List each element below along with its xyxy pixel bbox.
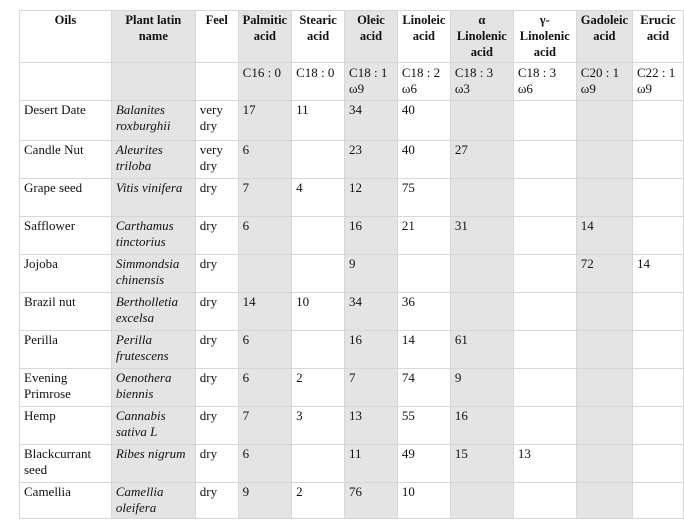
table-row (20, 369, 684, 407)
value-cell (513, 101, 576, 141)
column-header: Feel (195, 11, 238, 63)
value-cell: 21 (397, 217, 450, 255)
value-cell (513, 141, 576, 179)
table-row (20, 179, 684, 217)
value-cell (633, 445, 684, 483)
value-cell (576, 293, 632, 331)
value-cell (292, 255, 345, 293)
value-cell: 75 (397, 179, 450, 217)
value-cell: 74 (397, 369, 450, 407)
value-cell: 6 (238, 141, 291, 179)
value-cell (633, 407, 684, 445)
value-cell: 14 (238, 293, 291, 331)
column-header: Stearic acid (292, 11, 345, 63)
value-cell (513, 331, 576, 369)
column-subheader: C18 : 3 ω6 (513, 63, 576, 101)
oil-name-cell: Brazil nut (20, 293, 112, 331)
feel-cell: dry (195, 293, 238, 331)
table-row (20, 255, 684, 293)
value-cell: 6 (238, 445, 291, 483)
value-cell (576, 407, 632, 445)
feel-cell: dry (195, 407, 238, 445)
oil-name-cell: Desert Date (20, 101, 112, 141)
oil-name-cell: Perilla (20, 331, 112, 369)
value-cell: 34 (345, 293, 398, 331)
plant-name-cell: Oenothera biennis (111, 369, 195, 407)
column-header: Gadoleic acid (576, 11, 632, 63)
plant-name-cell: Simmondsia chinensis (111, 255, 195, 293)
oil-name-cell: Evening Primrose (20, 369, 112, 407)
value-cell (513, 179, 576, 217)
column-subheader: C22 : 1 ω9 (633, 63, 684, 101)
value-cell: 6 (238, 369, 291, 407)
value-cell: 4 (292, 179, 345, 217)
value-cell (292, 331, 345, 369)
plant-name-cell: Cannabis sativa L (111, 407, 195, 445)
column-header: Oleic acid (345, 11, 398, 63)
value-cell: 27 (450, 141, 513, 179)
feel-cell: dry (195, 217, 238, 255)
subheader-row (20, 63, 684, 101)
oil-name-cell: Blackcurrant seed (20, 445, 112, 483)
header-row (20, 11, 684, 63)
value-cell: 72 (576, 255, 632, 293)
column-header: γ-Linolenic acid (513, 11, 576, 63)
plant-name-cell: Vitis vinifera (111, 179, 195, 217)
value-cell: 14 (576, 217, 632, 255)
table-row (20, 445, 684, 483)
value-cell (576, 369, 632, 407)
column-subheader: C20 : 1 ω9 (576, 63, 632, 101)
value-cell (450, 293, 513, 331)
value-cell: 76 (345, 483, 398, 519)
value-cell (513, 255, 576, 293)
value-cell: 3 (292, 407, 345, 445)
table-row (20, 101, 684, 141)
feel-cell: very dry (195, 141, 238, 179)
oil-name-cell: Candle Nut (20, 141, 112, 179)
column-subheader: C18 : 0 (292, 63, 345, 101)
value-cell: 36 (397, 293, 450, 331)
value-cell (450, 483, 513, 519)
oil-name-cell: Safflower (20, 217, 112, 255)
table-row (20, 483, 684, 519)
column-subheader: C18 : 2 ω6 (397, 63, 450, 101)
value-cell: 61 (450, 331, 513, 369)
plant-name-cell: Aleurites triloba (111, 141, 195, 179)
value-cell: 10 (292, 293, 345, 331)
plant-name-cell: Balanites roxburghii (111, 101, 195, 141)
value-cell (292, 445, 345, 483)
value-cell: 6 (238, 331, 291, 369)
value-cell (513, 483, 576, 519)
value-cell (513, 217, 576, 255)
column-subheader: C18 : 3 ω3 (450, 63, 513, 101)
value-cell: 55 (397, 407, 450, 445)
oil-name-cell: Jojoba (20, 255, 112, 293)
column-header: Erucic acid (633, 11, 684, 63)
value-cell (450, 255, 513, 293)
feel-cell: dry (195, 255, 238, 293)
column-header: α Linolenic acid (450, 11, 513, 63)
column-subheader (111, 63, 195, 101)
feel-cell: dry (195, 483, 238, 519)
table-row (20, 141, 684, 179)
value-cell: 16 (345, 217, 398, 255)
column-header: Palmitic acid (238, 11, 291, 63)
value-cell (576, 483, 632, 519)
value-cell: 15 (450, 445, 513, 483)
column-subheader: C16 : 0 (238, 63, 291, 101)
value-cell (292, 217, 345, 255)
value-cell (513, 407, 576, 445)
value-cell (513, 293, 576, 331)
column-header: Linoleic acid (397, 11, 450, 63)
value-cell: 13 (345, 407, 398, 445)
value-cell: 2 (292, 369, 345, 407)
value-cell (450, 101, 513, 141)
plant-name-cell: Ribes nigrum (111, 445, 195, 483)
oil-name-cell: Grape seed (20, 179, 112, 217)
feel-cell: dry (195, 331, 238, 369)
value-cell: 7 (238, 407, 291, 445)
value-cell: 14 (397, 331, 450, 369)
value-cell: 23 (345, 141, 398, 179)
value-cell (397, 255, 450, 293)
table-row (20, 331, 684, 369)
feel-cell: dry (195, 369, 238, 407)
value-cell (292, 141, 345, 179)
plant-name-cell: Camellia oleifera (111, 483, 195, 519)
value-cell (576, 141, 632, 179)
value-cell: 16 (450, 407, 513, 445)
fatty-acid-table (19, 10, 684, 519)
value-cell: 7 (238, 179, 291, 217)
feel-cell: very dry (195, 101, 238, 141)
value-cell: 6 (238, 217, 291, 255)
value-cell (513, 369, 576, 407)
value-cell (576, 101, 632, 141)
column-subheader (195, 63, 238, 101)
value-cell (450, 179, 513, 217)
table-row (20, 407, 684, 445)
value-cell: 14 (633, 255, 684, 293)
value-cell: 9 (450, 369, 513, 407)
table-row (20, 293, 684, 331)
value-cell: 2 (292, 483, 345, 519)
value-cell (238, 255, 291, 293)
value-cell: 13 (513, 445, 576, 483)
plant-name-cell: Perilla frutescens (111, 331, 195, 369)
oil-name-cell: Camellia (20, 483, 112, 519)
value-cell: 40 (397, 101, 450, 141)
column-subheader (20, 63, 112, 101)
value-cell: 12 (345, 179, 398, 217)
value-cell (633, 331, 684, 369)
feel-cell: dry (195, 179, 238, 217)
value-cell: 34 (345, 101, 398, 141)
value-cell (633, 369, 684, 407)
value-cell (633, 101, 684, 141)
value-cell: 9 (238, 483, 291, 519)
value-cell: 31 (450, 217, 513, 255)
value-cell (576, 179, 632, 217)
plant-name-cell: Carthamus tinctorius (111, 217, 195, 255)
value-cell: 11 (345, 445, 398, 483)
value-cell (633, 141, 684, 179)
table-row (20, 217, 684, 255)
feel-cell: dry (195, 445, 238, 483)
plant-name-cell: Bertholletia excelsa (111, 293, 195, 331)
value-cell (633, 483, 684, 519)
column-header: Plant latin name (111, 11, 195, 63)
oil-name-cell: Hemp (20, 407, 112, 445)
value-cell (576, 331, 632, 369)
value-cell: 7 (345, 369, 398, 407)
value-cell: 16 (345, 331, 398, 369)
value-cell: 17 (238, 101, 291, 141)
value-cell (633, 217, 684, 255)
value-cell (633, 179, 684, 217)
value-cell (576, 445, 632, 483)
value-cell: 11 (292, 101, 345, 141)
column-subheader: C18 : 1 ω9 (345, 63, 398, 101)
value-cell: 40 (397, 141, 450, 179)
value-cell: 9 (345, 255, 398, 293)
value-cell (633, 293, 684, 331)
value-cell: 49 (397, 445, 450, 483)
value-cell: 10 (397, 483, 450, 519)
column-header: Oils (20, 11, 112, 63)
